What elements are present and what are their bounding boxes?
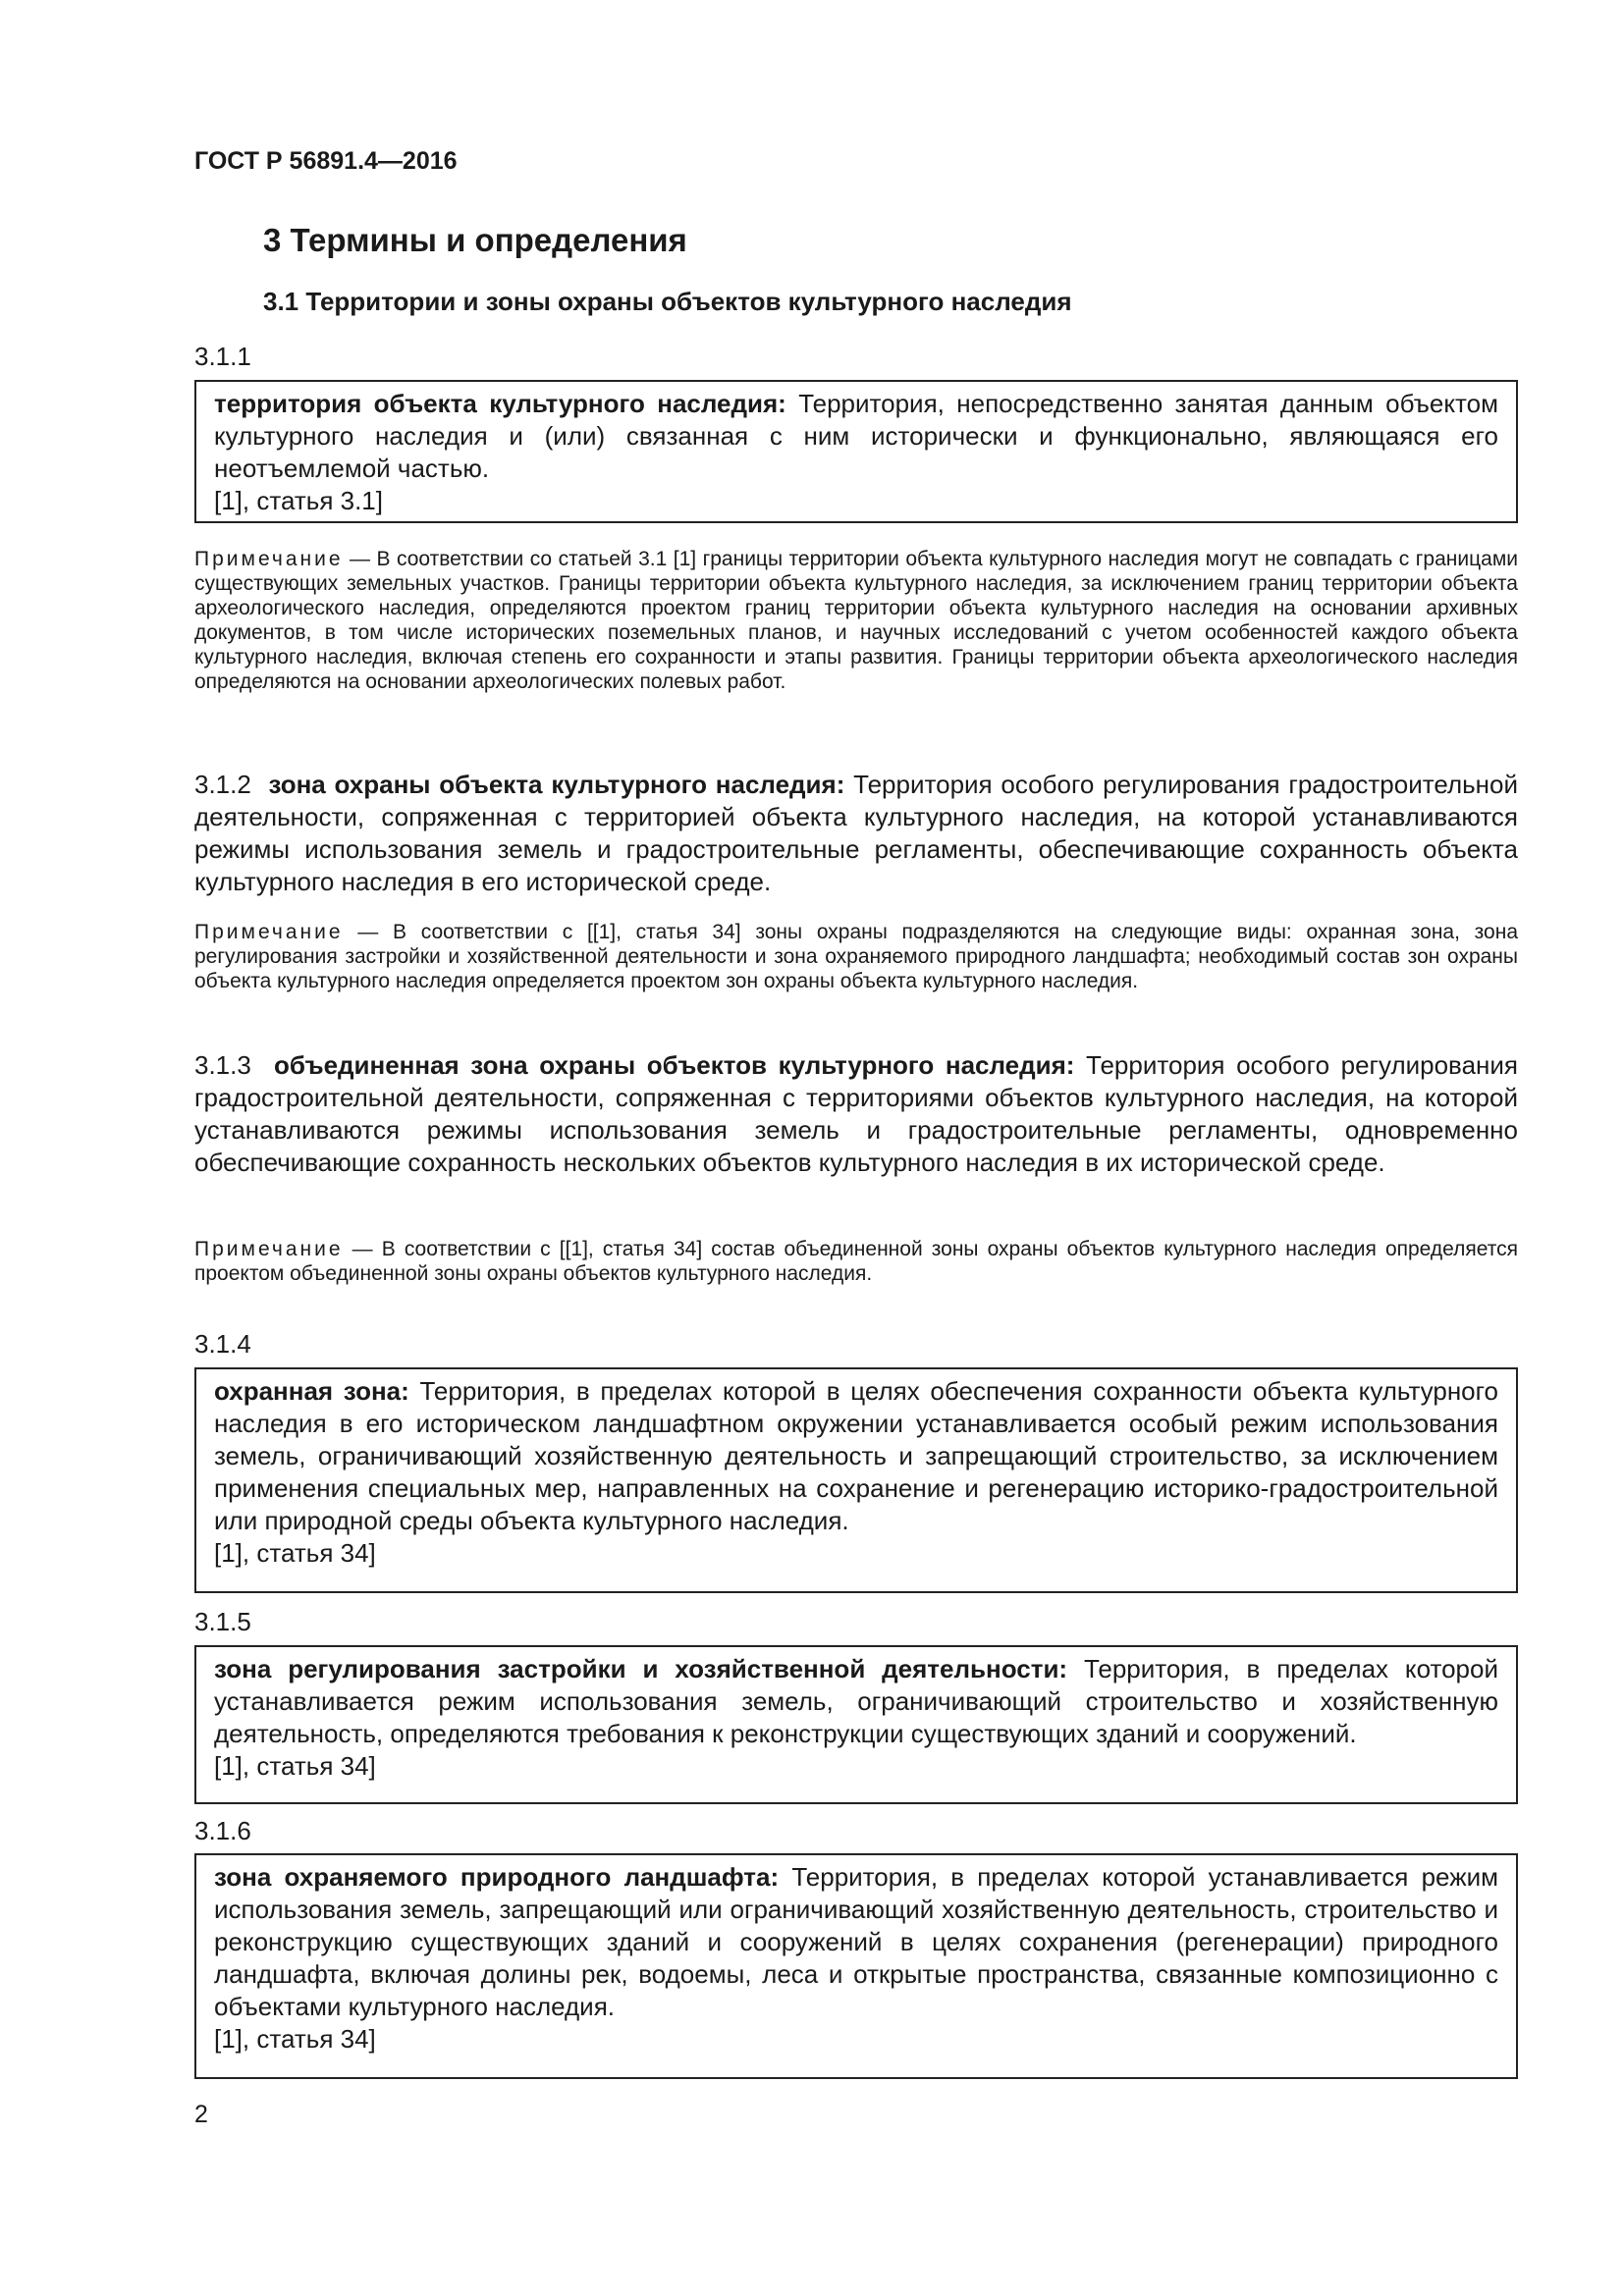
term-name: зона охраняемого природного ландшафта: [214,1862,780,1892]
term-number: 3.1.6 [194,1816,251,1845]
term-definition: Территория особого регулирования градостроительной деятельности, сопряженная с территориями объектов культурного наследия, на которой устанавливаются режимы использования земель и градостроительные регламенты, одновременно обеспечивающие сохранность нескольких объектов культурного наследия в их исторической среде. [194,1050,1518,1177]
term-definition: Территория особого регулирования градостроительной деятельности, сопряженная с территорией объекта культурного наследия, на которой устанавливаются режимы использования земель и градостроительные регламенты, обеспечивающие сохранность объекта культурного наследия в его исторической среде. [194,770,1519,896]
term-number: 3.1.2 [194,770,251,799]
term-name: зона охраны объекта культурного наследия: [268,770,845,799]
document-code: ГОСТ Р 56891.4—2016 [194,147,458,175]
term-box [194,380,1518,523]
note-label: Примечание [194,921,344,943]
note-text: — В соответствии с [[1], статья 34] состав объединенной зоны охраны объектов культурного наследия определяется проектом объединенной зоны охраны объектов культурного наследия. [194,1238,1518,1285]
term-box [194,1645,1518,1804]
note-text: — В соответствии со статьей 3.1 [1] границы территории объекта культурного наследия могут не совпадать с границами существующих земельных участков. Границы территории объекта культурного наследия, за исключением границ территории объекта археологического наследия, определяются проектом границ территории объекта культурного наследия на основании архивных документов, в том числе исторических поземельных планов, и научных исследований с учетом особенностей каждого объекта культурного наследия, включая степень его сохранности и этапы развития. Границы территории объекта археологического наследия определяются на основании археологических полевых работ. [194,548,1518,693]
section-title: 3 Термины и определения [263,222,687,258]
term-name: территория объекта культурного наследия: [214,389,786,418]
subsection-title: 3.1 Территории и зоны охраны объектов культурного наследия [263,287,1072,316]
term-paragraph [194,1049,1518,1179]
term-name: зона регулирования застройки и хозяйственной деятельности: [214,1654,1068,1683]
term-name: объединенная зона охраны объектов культурного наследия: [274,1050,1075,1080]
term-source: [1], статья 34] [214,1538,376,1568]
note-label: Примечание [194,1238,344,1260]
term-definition: Территория, в пределах которой устанавливается режим использования земель, ограничивающий строительство и хозяйственную деятельность, определяются требования к реконструкции существующих зданий и сооружений. [214,1654,1499,1748]
term-paragraph [194,769,1518,898]
note-block [194,920,1518,993]
term-source: [1], статья 34] [214,2024,376,2054]
term-box [194,1853,1518,2079]
note-block [194,1237,1518,1286]
term-definition: Территория, непосредственно занятая данным объектом культурного наследия и (или) связанная с ним исторически и функционально, являющаяся его неотъемлемой частью. [214,389,1498,483]
note-block [194,547,1518,694]
term-source: [1], статья 34] [214,1751,376,1781]
term-source: [1], статья 3.1] [214,486,383,515]
note-text: — В соответствии с [[1], статья 34] зоны охраны подразделяются на следующие виды: охранная зона, зона регулирования застройки и хозяйственной деятельности и зона охраняемого природного ландшафта; необходимый состав зон охраны объекта культурного наследия определяется проектом зон охраны объекта культурного наследия. [194,921,1518,992]
term-number: 3.1.1 [194,342,251,371]
term-box [194,1367,1518,1593]
term-definition: Территория, в пределах которой в целях обеспечения сохранности объекта культурного наследия в его историческом ландшафтном окружении устанавливается особый режим использования земель, ограничивающий хозяйственную деятельность и запрещающий строительство, за исключением применения специальных мер, направленных на сохранение и регенерацию историко-градостроительной или природной среды объекта культурного наследия. [214,1376,1499,1535]
note-label: Примечание [194,548,344,570]
page-number: 2 [194,2101,208,2128]
term-number: 3.1.3 [194,1050,251,1080]
term-number: 3.1.4 [194,1329,251,1359]
term-name: охранная зона: [214,1376,409,1406]
term-definition: Территория, в пределах которой устанавливается режим использования земель, запрещающий или ограничивающий хозяйственную деятельность, строительство и реконструкцию существующих зданий и сооружений в целях сохранения (регенерации) природного ландшафта, включая долины рек, водоемы, леса и открытые пространства, связанные композиционно с объектами культурного наследия. [214,1862,1498,2021]
term-number: 3.1.5 [194,1607,251,1636]
